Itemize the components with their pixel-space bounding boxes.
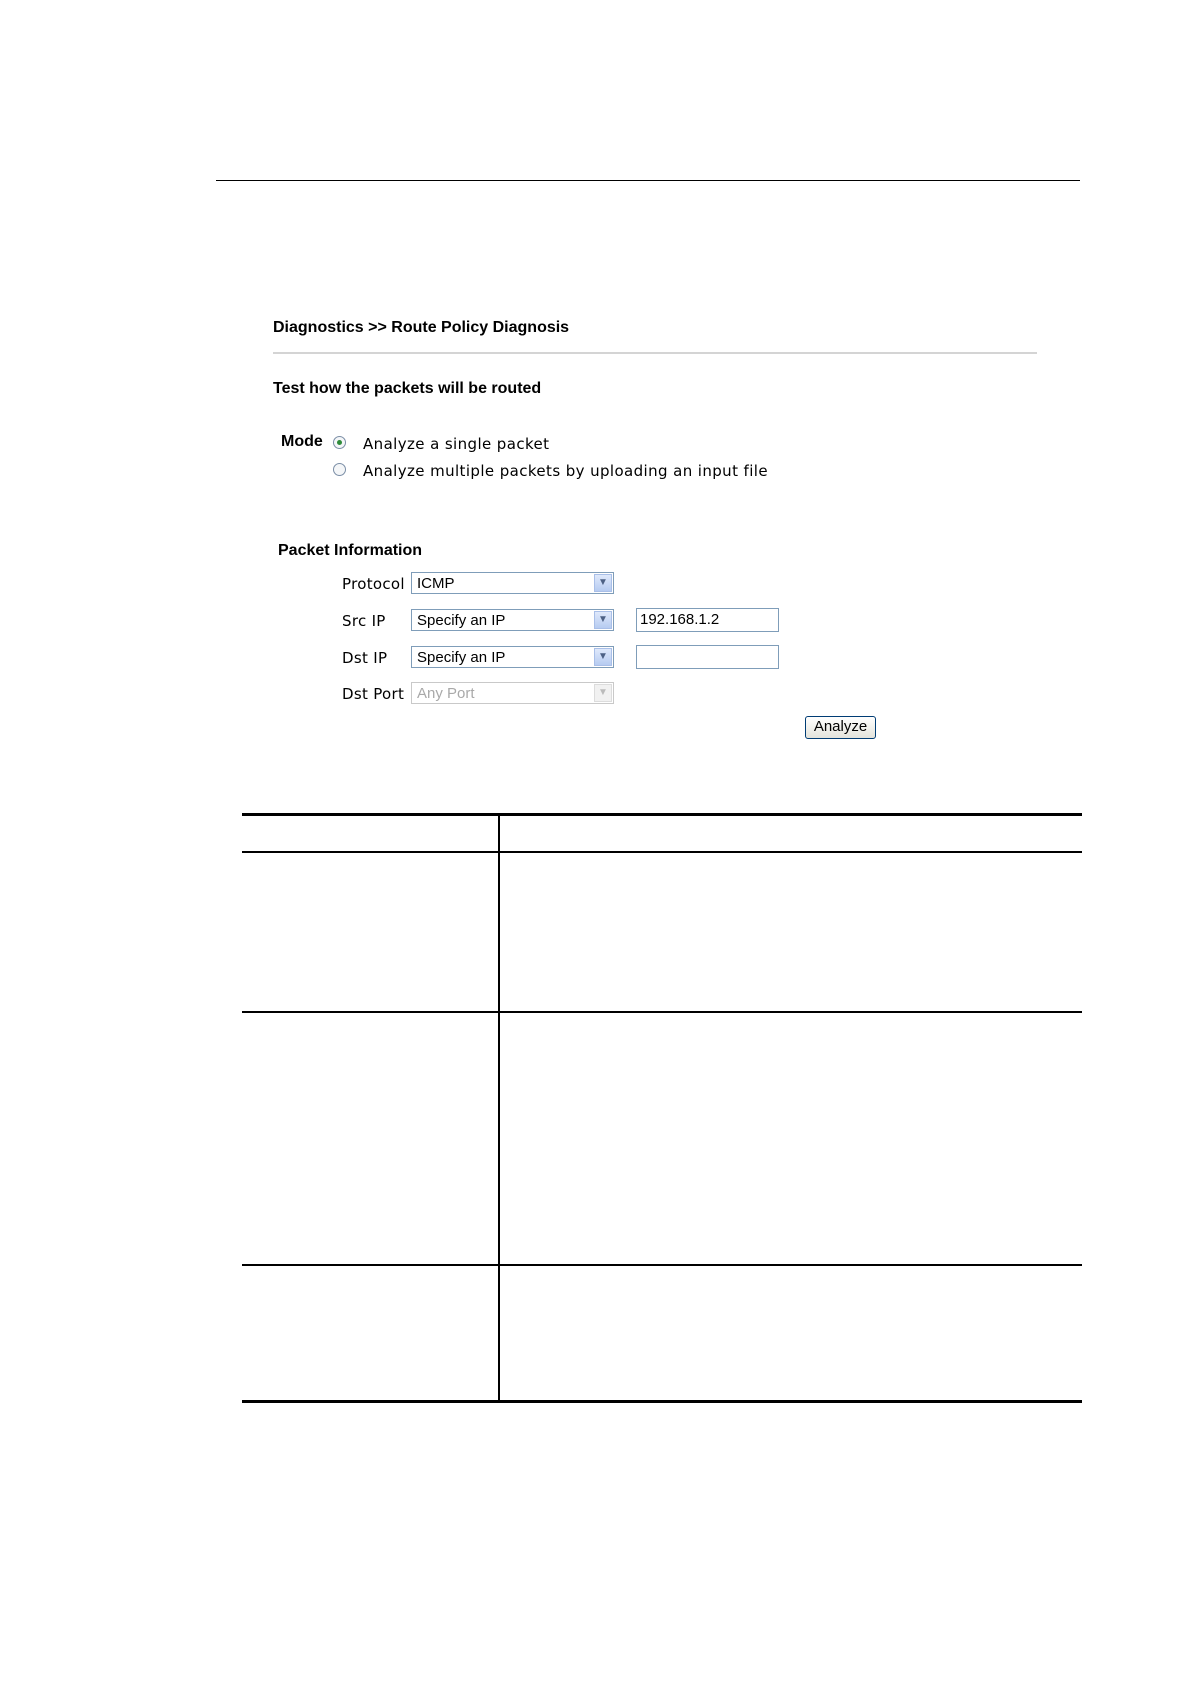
table-bottom-rule [242, 1400, 1082, 1403]
dst-port-select [411, 682, 614, 704]
protocol-label: Protocol [342, 575, 405, 593]
dst-ip-label: Dst IP [342, 649, 388, 667]
page-title: Diagnostics >> Route Policy Diagnosis [273, 319, 570, 336]
src-ip-select[interactable] [411, 609, 614, 631]
title-divider [273, 352, 1037, 354]
table-row-rule [242, 1011, 1082, 1013]
src-ip-input[interactable]: 192.168.1.2 [636, 608, 779, 632]
packet-information-heading: Packet Information [278, 542, 423, 559]
table-header-rule [242, 851, 1082, 853]
table-column-divider [498, 813, 500, 1402]
chevron-down-icon: ▼ [594, 684, 612, 702]
chevron-down-icon[interactable]: ▼ [594, 648, 612, 666]
page-top-rule [216, 180, 1080, 181]
mode-single-radio[interactable] [333, 436, 346, 449]
src-ip-label: Src IP [342, 612, 386, 630]
protocol-select[interactable] [411, 572, 614, 594]
dst-port-select-value: Any Port [417, 685, 475, 702]
dst-ip-select[interactable] [411, 646, 614, 668]
table-row-rule [242, 1264, 1082, 1266]
dst-port-label: Dst Port [342, 685, 405, 703]
dst-ip-select-value: Specify an IP [417, 649, 506, 666]
mode-label: Mode [281, 433, 323, 450]
mode-multiple-radio[interactable] [333, 463, 346, 476]
dst-ip-input[interactable] [636, 645, 779, 669]
chevron-down-icon[interactable]: ▼ [594, 574, 612, 592]
table-top-rule [242, 813, 1082, 816]
src-ip-select-value: Specify an IP [417, 612, 506, 629]
chevron-down-icon[interactable]: ▼ [594, 611, 612, 629]
page-subtitle: Test how the packets will be routed [273, 380, 542, 397]
mode-single-label[interactable]: Analyze a single packet [363, 435, 550, 453]
protocol-select-value: ICMP [417, 575, 455, 592]
mode-multiple-label[interactable]: Analyze multiple packets by uploading an input file [363, 462, 768, 480]
analyze-button[interactable]: Analyze [805, 716, 876, 739]
